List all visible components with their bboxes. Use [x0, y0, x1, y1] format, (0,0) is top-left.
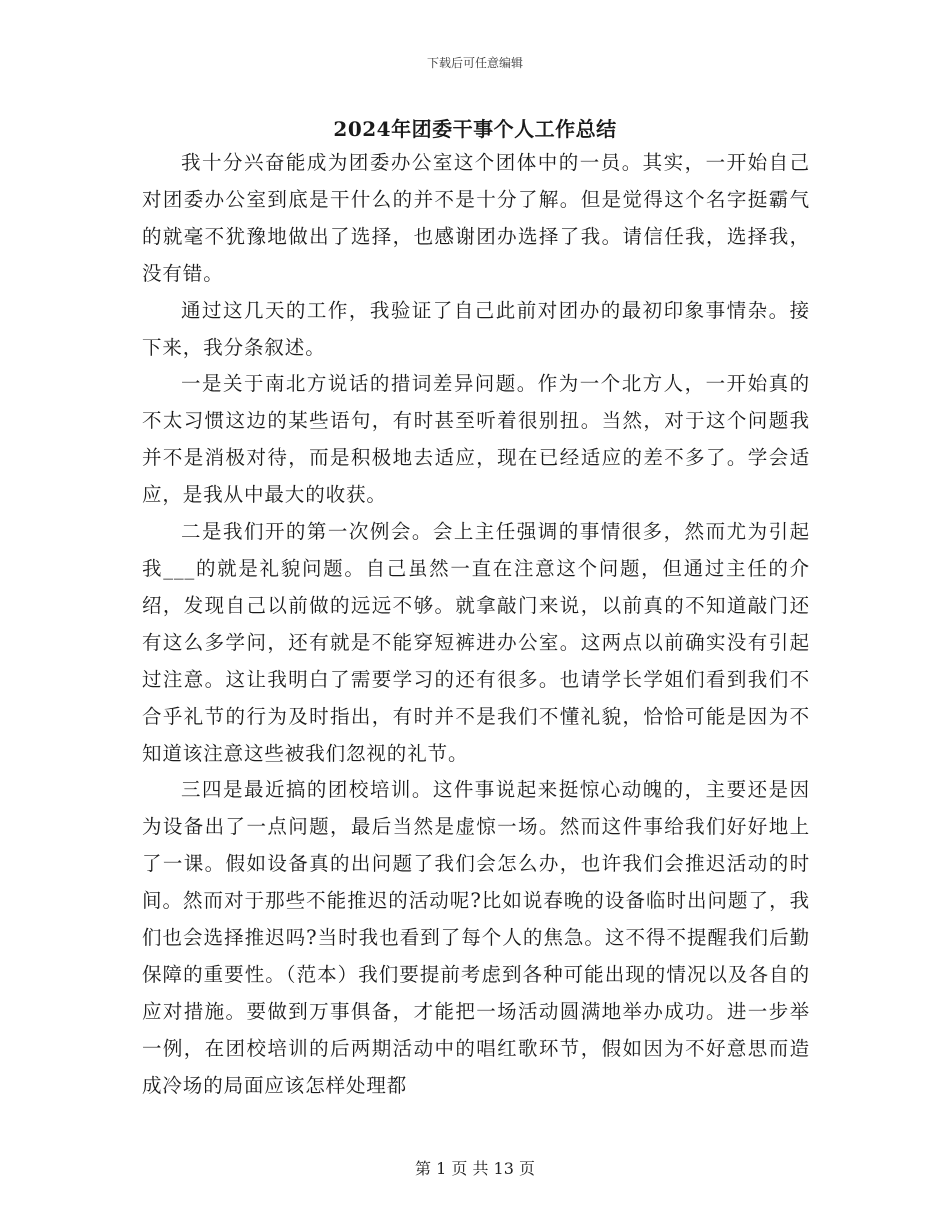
paragraph-4: 二是我们开的第一次例会。会上主任强调的事情很多，然而尤为引起我___的就是礼貌问题。自己虽然一直在注意这个问题，但通过主任的介绍，发现自己以前做的远远不够。就拿敲门来说，以前真的不知道敲门还有这么多学问，还有就是不能穿短裤进办公室。这两点以前确实没有引起过注意。这让我明白了需要学习的还有很多。也请学长学姐们看到我们不合乎礼节的行为及时指出，有时并不是我们不懂礼貌，恰恰可能是因为不知道该注意这些被我们忽视的礼节。 [142, 520, 810, 765]
page-footer: 第 1 页 共 13 页 [415, 1159, 535, 1178]
document-body [142, 145, 810, 1105]
paragraph-3: 一是关于南北方说话的措词差异问题。作为一个北方人，一开始真的不太习惯这边的某些语句，有时甚至听着很别扭。当然，对于这个问题我并不是消极对待，而是积极地去适应，现在已经适应的差不多了。学会适应，是我从中最大的收获。 [142, 372, 810, 507]
document-title: 2024年团委干事个人工作总结 [333, 117, 617, 141]
paragraph-5: 三四是最近搞的团校培训。这件事说起来挺惊心动魄的，主要还是因为设备出了一点问题，最后当然是虚惊一场。然而这件事给我们好好地上了一课。假如设备真的出问题了我们会怎么办，也许我们会推迟活动的时间。然而对于那些不能推迟的活动呢?比如说春晚的设备临时出问题了，我们也会选择推迟吗?当时我也看到了每个人的焦急。这不得不提醒我们后勤保障的重要性。（范本）我们要提前考虑到各种可能出现的情况以及各自的应对措施。要做到万事俱备，才能把一场活动圆满地举办成功。进一步举一例，在团校培训的后两期活动中的唱红歌环节，假如因为不好意思而造成冷场的局面应该怎样处理都 [142, 778, 810, 1097]
page-header-note: 下载后可任意编辑 [426, 56, 523, 70]
paragraph-1: 我十分兴奋能成为团委办公室这个团体中的一员。其实，一开始自己对团委办公室到底是干什么的并不是十分了解。但是觉得这个名字挺霸气的就毫不犹豫地做出了选择，也感谢团办选择了我。请信任我，选择我，没有错。 [142, 151, 810, 285]
paragraph-2: 通过这几天的工作，我验证了自己此前对团办的最初印象事情杂。接下来，我分条叙述。 [142, 298, 810, 359]
